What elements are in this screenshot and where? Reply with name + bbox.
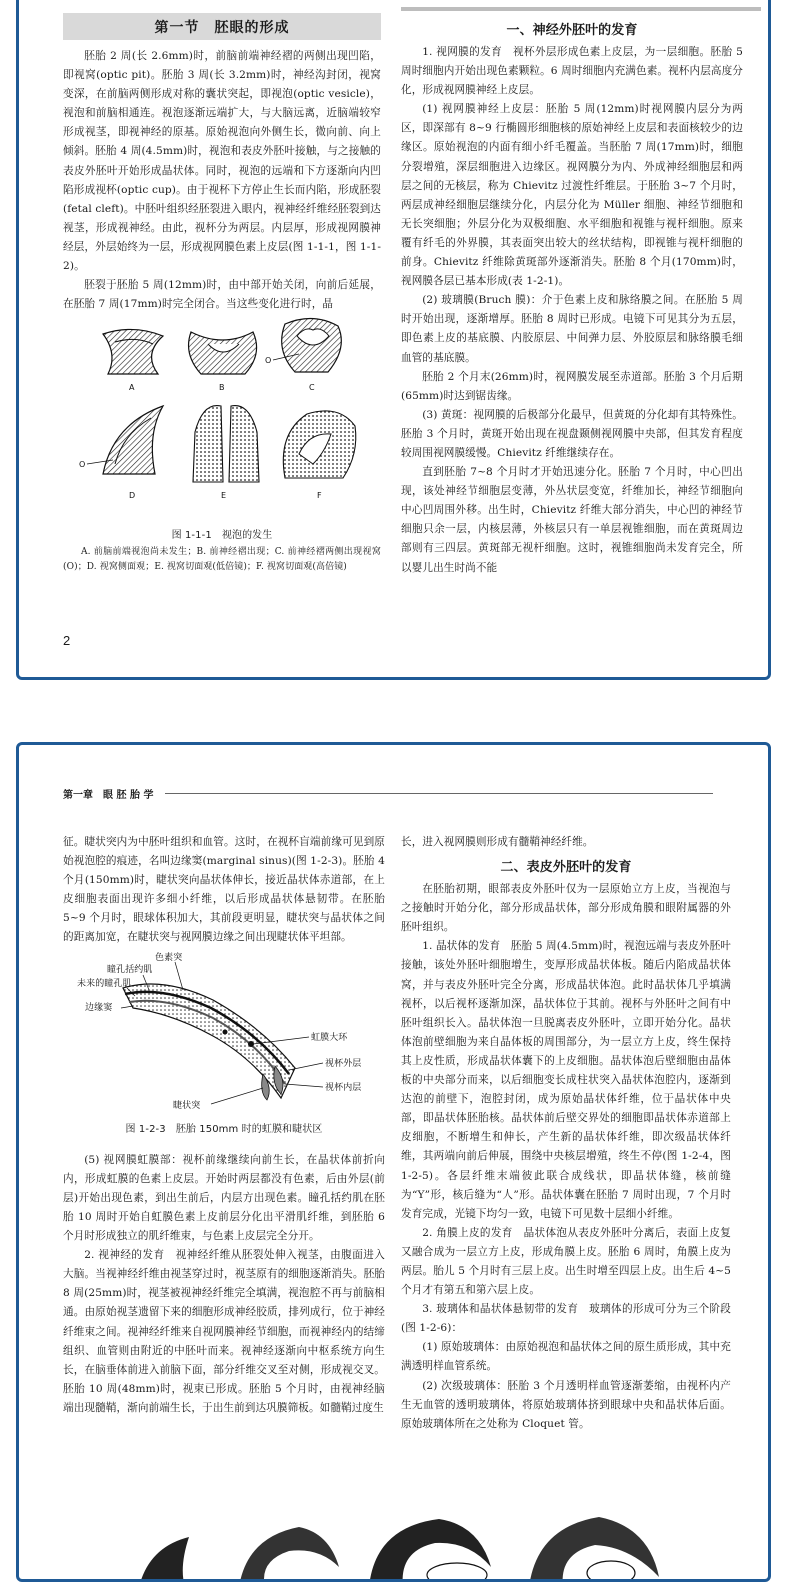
running-header xyxy=(63,783,713,803)
paragraph: 2. 视神经的发育 视神经纤维从胚裂处伸入视茎，由腹面进入大脑。当视神经纤维由视茎穿过时，视茎原有的细胞逐渐消失。胚胎 8 周(25mm)时，视茎被视神经纤维完全填满，视泡腔不再与前脑相通。由原始视茎遗留下来的细胞形成神经胶质，排列成行，位于神经纤维束之间。视神经纤维来自视网膜神经节细胞，而视神经内的结缔组织、血管则由附近的中胚叶而来。视神经逐渐向中枢系统方向生长，在脑垂体前进入前脑下面，部分纤维交叉至对侧，形成视交叉。胚胎 10 周(48mm)时，视束已形成。胚胎 5 个月时，由视神经脑端出现髓鞘，渐向前端生长，于出生前到达巩膜筛板。如髓鞘过度生 xyxy=(63,1249,385,1414)
paragraph: 征。睫状突内为中胚叶组织和血管。这时，在视杯盲端前缘可见到原始视泡腔的痕迹，名叫边缘窦(marginal sinus)(图 1-2-3)。胚胎 4 个月(150mm)时，睫状突向晶状体伸长，接近晶状体赤道部，在上皮细胞表面出现许多细小纤维，以后形成晶状体悬韧带。在胚胎 5~9 个月时，眼球体积加大，其前段更明显，睫状突与晶状体之间的距离加宽，在睫状突与视网膜边缘之间出现睫状体平坦部。 xyxy=(63,836,385,944)
section-title-bar xyxy=(63,13,381,40)
figure-caption: 图 1-1-1 视泡的发生 xyxy=(171,530,273,542)
paragraph: (5) 视网膜虹膜部：视杯前缘继续向前生长，在晶状体前折向内，形成虹膜的色素上皮层。开始时两层都没有色素，后由外层(前层)开始出现色素，到出生前后，内层方出现色素。瞳孔括约肌在胚胎 10 周时开始自虹膜色素上皮前层分化出平滑肌纤维，到胚胎 6 个月时形成独立的肌纤维束，与色素上皮层完全分开。 xyxy=(63,1153,385,1243)
paragraph: 胚裂于胚胎 5 周(12mm)时，由中部开始关闭，向前后延展，在胚胎 7 周(17mm)时完全闭合。当这些变化进行时，晶 xyxy=(63,279,381,311)
figure-label-c: C xyxy=(309,383,315,393)
paragraph: (2) 玻璃膜(Bruch 膜)：介于色素上皮和脉络膜之间。在胚胎 5 周时开始出现，逐渐增厚。胚胎 8 周时已形成。电镜下可见其分为五层，即色素上皮的基底膜、内胶原层、中间弹力层、外胶原层和脉络膜毛细血管的基底膜。 xyxy=(401,294,743,364)
paragraph: 胚胎 2 个月末(26mm)时，视网膜发展至赤道部。胚胎 3 个月后期(65mm)时达到锯齿缘。 xyxy=(401,370,743,402)
figure-panel-c xyxy=(265,319,341,393)
figure-marker-o: O xyxy=(79,460,86,470)
paragraph: (2) 次级玻璃体：胚胎 3 个月透明样血管逐渐萎缩，由视杯内产生无血管的透明玻璃体，将原始玻璃体挤到眼球中央和晶状体后面。原始玻璃体所在之处称为 Cloquet 管。 xyxy=(401,1379,731,1430)
figure-label-d: D xyxy=(129,491,136,501)
paragraph: 在胚胎初期，眼部表皮外胚叶仅为一层原始立方上皮，当视泡与之接触时开始分化，部分形成晶状体，部分形成角膜和眼附属器的外胚叶组织。 xyxy=(401,883,731,934)
paragraph: 直到胚胎 7~8 个月时才开始迅速分化。胚胎 7 个月时，中心凹出现，该处神经节细胞层变薄，外丛状层变宽，纤维加长，神经节细胞向中心凹周围外移。出生时，Chievitz 纤维大部分消失，中心凹的神经节细胞只余一层，内核层薄，外核层只有一单层视锥细胞，而在黄斑周边部则有三四层。黄斑部无视杆细胞。这时，视锥细胞尚未发育完全，所以婴儿出生时尚不能 xyxy=(401,466,743,574)
figure-fragment xyxy=(139,1537,189,1582)
figure-panel-a xyxy=(103,330,163,393)
page-card-1 xyxy=(16,0,771,680)
figure-label-b: B xyxy=(219,383,225,393)
figure-marker-o: O xyxy=(265,356,272,366)
label-future-pupil-muscle: 未来的瞳孔肌 xyxy=(77,978,132,989)
label-sphincter: 瞳孔括约肌 xyxy=(107,964,153,975)
paragraph: 2. 角膜上皮的发育 晶状体泡从表皮外胚叶分离后，表面上皮复又融合成为一层立方上皮，形成角膜上皮。胚胎 6 周时，角膜上皮为两层。胎儿 5 个月时有三层上皮。出生时增至四层上皮。出生后 4~5 个月才有第五和第六层上皮。 xyxy=(401,1226,731,1297)
top-rule xyxy=(401,7,761,11)
section-heading: 一、神经外胚叶的发育 xyxy=(506,23,638,38)
label-marginal-sinus: 边缘窦 xyxy=(85,1002,113,1013)
page2-right-column xyxy=(401,833,731,1434)
figure-caption: 图 1-2-3 胚胎 150mm 时的虹膜和睫状区 xyxy=(125,1123,323,1135)
label-cup-inner: 视杯内层 xyxy=(325,1082,362,1093)
section-heading: 二、表皮外胚叶的发育 xyxy=(500,860,632,876)
figure-panel-b xyxy=(189,332,257,392)
figure-panel-d xyxy=(79,406,163,500)
figure-label-e: E xyxy=(221,491,227,501)
figure-label-f: F xyxy=(317,491,322,501)
figure-label-a: A xyxy=(129,383,135,393)
paragraph: (3) 黄斑：视网膜的后极部分化最早，但黄斑的分化却有其特殊性。胚胎 3 个月时，黄斑开始出现在视盘颞侧视网膜中央部，但其发育程度较周围视网膜缓慢。Chievitz 纤维继续存在。 xyxy=(401,408,743,459)
paragraph: 1. 视网膜的发育 视杯外层形成色素上皮层，为一层细胞。胚胎 5 周时细胞内开始出现色素颗粒。6 周时细胞内充满色素。视杯内层高度分化，形成视网膜神经上皮层。 xyxy=(401,46,743,97)
iris-vessel xyxy=(223,1029,228,1034)
figure-iris-ciliary xyxy=(63,948,385,1118)
paragraph: 3. 玻璃体和晶状体悬韧带的发育 玻璃体的形成可分为三个阶段(图 1-2-6)： xyxy=(401,1303,731,1335)
figure-note: A. 前脑前端视泡尚未发生；B. 前神经褶出现；C. 前神经褶两侧出现视窝(O)；D. 视窝侧面观；E. 视窝切面观(低倍镜)；F. 视窝切面观(高倍镜) xyxy=(63,547,381,573)
paragraph: (1) 视网膜神经上皮层：胚胎 5 周(12mm)时视网膜内层分为两区，即深部有 8~9 行椭圆形细胞核的原始神经上皮层和表面核较少的边缘区。原始视泡的内面有细小纤毛覆盖。当胚胎 7 周(17mm)时，细胞分裂增殖，深层细胞进入边缘区。视网膜分为内、外成神经细胞层和两层之间的无核层，称为 Chievitz 过渡性纤维层。于胚胎 3~7 个月时，两层成神经细胞层继续分化，内层分化为 Müller 细胞、神经节细胞和无长突细胞；外层分化为双极细胞、水平细胞和视锥与视杆细胞。原来覆有纤毛的外界膜，其表面突出较大的丝状结构，即视锥与视杆细胞的前身。Chievitz 纤维除黄斑部外逐渐消失。胚胎 8 个月(170mm)时，视网膜各层已基本形成(表 1-2-1)。 xyxy=(401,103,743,288)
label-iris-major-circle: 虹膜大环 xyxy=(311,1032,348,1043)
figure-fragment xyxy=(239,1527,339,1582)
page-number: 2 xyxy=(63,633,71,648)
label-ciliary-process: 睫状突 xyxy=(173,1100,201,1111)
paragraph: 1. 晶状体的发育 胚胎 5 周(4.5mm)时，视泡远端与表皮外胚叶接触，该处外胚叶细胞增生，变厚形成晶状体板。随后内陷成晶状体窝，并与表皮外胚叶完全分离，形成晶状体泡。此时晶状体几乎填满视杯，以后视杯逐渐加深，晶状体位于其前。视杯与外胚叶之间有中胚叶组织长入。晶状体泡一旦脱离表皮外胚叶，立即开始分化。晶状体泡前壁细胞为来自晶体板的周围部分，为一层立方上皮，终生保持其上皮性质，形成晶状体囊下的上皮细胞。晶状体泡后壁细胞由晶体板的中央部分而来，以后细胞变长成柱状突入晶状体泡腔内，逐渐到达泡的前壁下，泡腔封闭，成为原始晶状体纤维，位于晶状体中央部，即晶状体胚胎核。晶状体前后壁交界处的细胞即晶状体赤道部上皮细胞，不断增生和伸长，产生新的晶状体纤维，即次级晶状体纤维，其两端向前后伸展，围绕中央核层增殖，终生不停(图 1-2-4，图 1-2-5)。各层纤维末端彼此联合成线状，即晶状体缝，核前缝为“Y”形，核后缝为“人”形。晶状体囊在胚胎 7 周时出现，7 个月时发育完成，光镜下均匀一致，电镜下可见数十层细小纤维。 xyxy=(401,940,731,1220)
paragraph: 长，进入视网膜则形成有髓鞘神经纤维。 xyxy=(401,836,594,848)
section-title: 第一节 胚眼的形成 xyxy=(154,19,290,36)
page1-right-column xyxy=(401,19,743,578)
figure-fragment xyxy=(587,1561,635,1582)
chapter-title: 第一章 眼 胚 胎 学 xyxy=(63,789,154,801)
figure-vitreous-stages xyxy=(119,1507,679,1582)
paragraph: 胚胎 2 周(长 2.6mm)时，前脑前端神经褶的两侧出现凹陷，即视窝(optic pit)。胚胎 3 周(长 3.2mm)时，神经沟封闭，视窝变深，在前脑两侧形成对称的囊状突起，即视泡(optic vesicle)，视泡和前脑相通连。视泡逐渐远端扩大，与大脑远离，近脑端较窄形成视茎，即视神经的原基。原始视泡向外侧生长，微向前、向上倾斜。胚胎 4 周(4.5mm)时，视泡和表皮外胚叶接触，与之接触的表皮外胚叶开始形成晶状体。同时，视泡的远端和下方逐渐向内凹陷形成视杯(optic cup)。由于视杯下方停止生长而内陷，形成胚裂(fetal cleft)。中胚叶组织经胚裂进入眼内，视神经纤维经胚裂到达视茎，形成视神经。由此，视杯分为两层。内层厚，形成视网膜神经层，外层始终为一层，形成视网膜色素上皮层(图 1-1-1，图 1-1-2)。 xyxy=(63,50,381,273)
figure-panel-f xyxy=(283,411,355,500)
paragraph: (1) 原始玻璃体：由原始视泡和晶状体之间的原生质形成，其中充满透明样血管系统。 xyxy=(401,1341,731,1373)
page-card-2 xyxy=(16,742,771,1582)
page2-left-column xyxy=(63,833,385,1418)
page1-left-column xyxy=(63,47,381,575)
figure-optic-vesicle xyxy=(63,314,381,524)
label-cup-outer: 视杯外层 xyxy=(325,1058,362,1069)
header-rule xyxy=(165,793,713,794)
figure-fragment xyxy=(427,1563,487,1582)
label-pigment-process: 色素突 xyxy=(155,952,183,963)
figure-panel-e xyxy=(193,406,259,500)
